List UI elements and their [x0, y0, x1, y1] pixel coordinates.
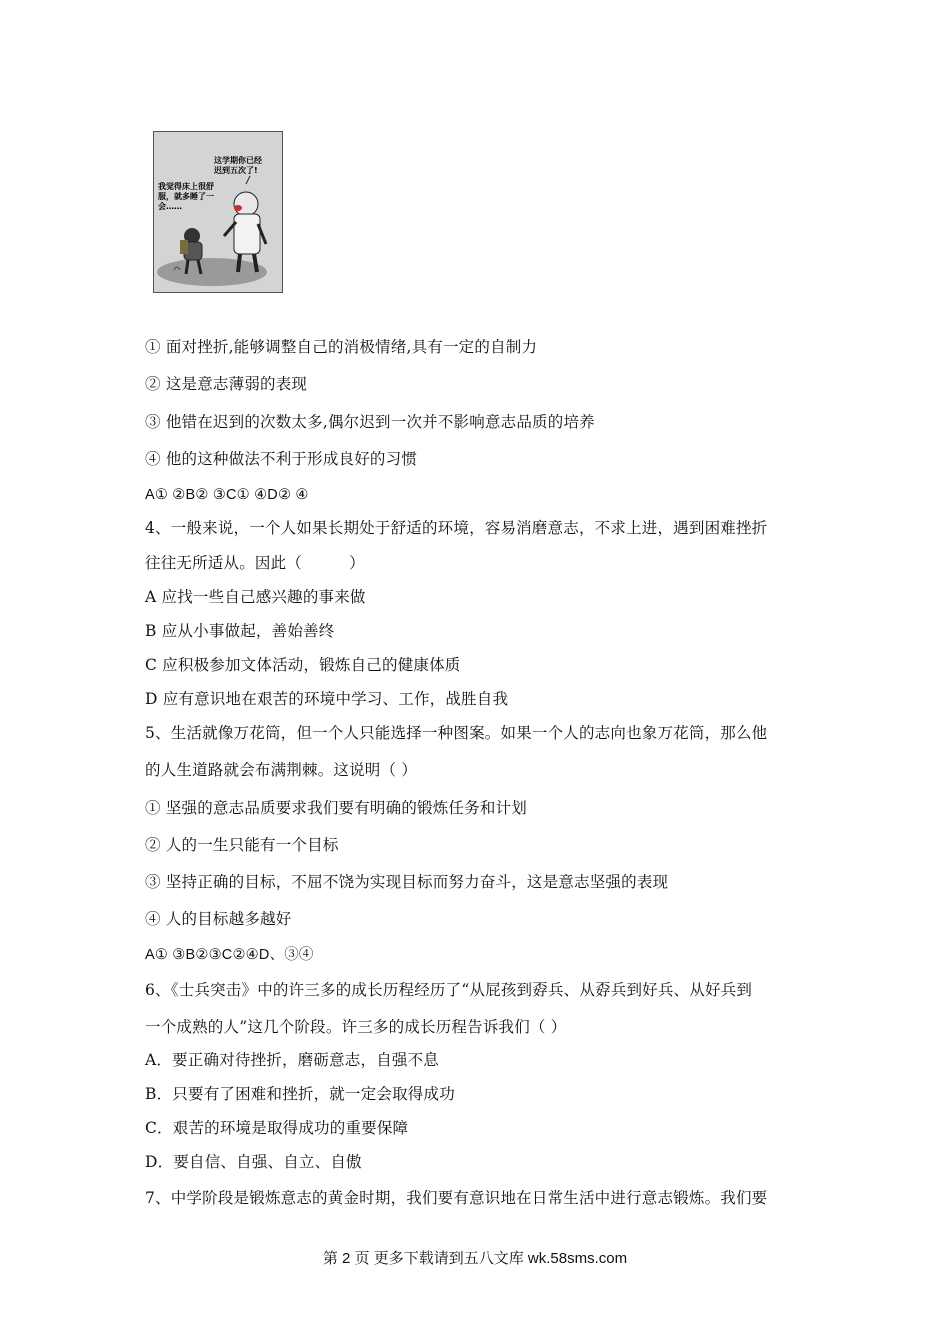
q6-choice-d: D．要自信、自强、自立、自傲	[145, 1153, 362, 1171]
question-4-cont: 往往无所适从。因此（ ）	[145, 554, 365, 572]
question-5-cont: 的人生道路就会布满荆棘。这说明（ ）	[145, 761, 418, 779]
q5-option-1: ① 坚强的意志品质要求我们要有明确的锻炼任务和计划	[145, 799, 527, 817]
option-2: ② 这是意志薄弱的表现	[145, 375, 308, 393]
question-6: 6、《士兵突击》中的许三多的成长历程经历了“从屁孩到孬兵、从孬兵到好兵、从好兵到	[145, 981, 753, 999]
question-4: 4、一般来说，一个人如果长期处于舒适的环境，容易消磨意志，不求上进，遇到困难挫折	[145, 519, 768, 537]
q4-choice-a: A 应找一些自己感兴趣的事来做	[145, 588, 366, 606]
teacher-speech: 这学期你已经迟到五次了!	[214, 156, 262, 175]
question-7: 7、中学阶段是锻炼意志的黄金时期，我们要有意识地在日常生活中进行意志锻炼。我们要	[145, 1189, 768, 1207]
q5-option-4: ④ 人的目标越多越好	[145, 910, 292, 928]
q6-choice-b: B．只要有了困难和挫折，就一定会取得成功	[145, 1085, 455, 1103]
answer-choices-q5: A① ③B②③C②④D、③④	[145, 947, 314, 963]
q4-choice-d: D 应有意识地在艰苦的环境中学习、工作，战胜自我	[145, 690, 509, 708]
option-3: ③ 他错在迟到的次数太多,偶尔迟到一次并不影响意志品质的培养	[145, 413, 595, 431]
page-footer: 第 2 页 更多下载请到五八文库 wk.58sms.com	[322, 1250, 628, 1267]
question-5: 5、生活就像万花筒，但一个人只能选择一种图案。如果一个人的志向也象万花筒，那么他	[145, 724, 768, 742]
question-6-cont: 一个成熟的人”这几个阶段。许三多的成长历程告诉我们（ ）	[145, 1018, 567, 1036]
q5-option-2: ② 人的一生只能有一个目标	[145, 836, 339, 854]
q4-choice-c: C 应积极参加文体活动，锻炼自己的健康体质	[145, 656, 461, 674]
option-4: ④ 他的这种做法不利于形成良好的习惯	[145, 450, 418, 468]
q5-option-3: ③ 坚持正确的目标，不屈不饶为实现目标而努力奋斗，这是意志坚强的表现	[145, 873, 669, 891]
q4-choice-b: B 应从小事做起，善始善终	[145, 622, 335, 640]
q6-choice-a: A．要正确对待挫折，磨砺意志，自强不息	[145, 1051, 439, 1069]
student-speech: 我觉得床上很舒服，就多睡了一会……	[158, 182, 214, 211]
option-1: ① 面对挫折,能够调整自己的消极情绪,具有一定的自制力	[145, 338, 538, 356]
cartoon-illustration	[153, 131, 283, 293]
q6-choice-c: C．艰苦的环境是取得成功的重要保障	[145, 1119, 409, 1137]
answer-choices-q3: A① ②B② ③C① ④D② ④	[145, 487, 309, 503]
